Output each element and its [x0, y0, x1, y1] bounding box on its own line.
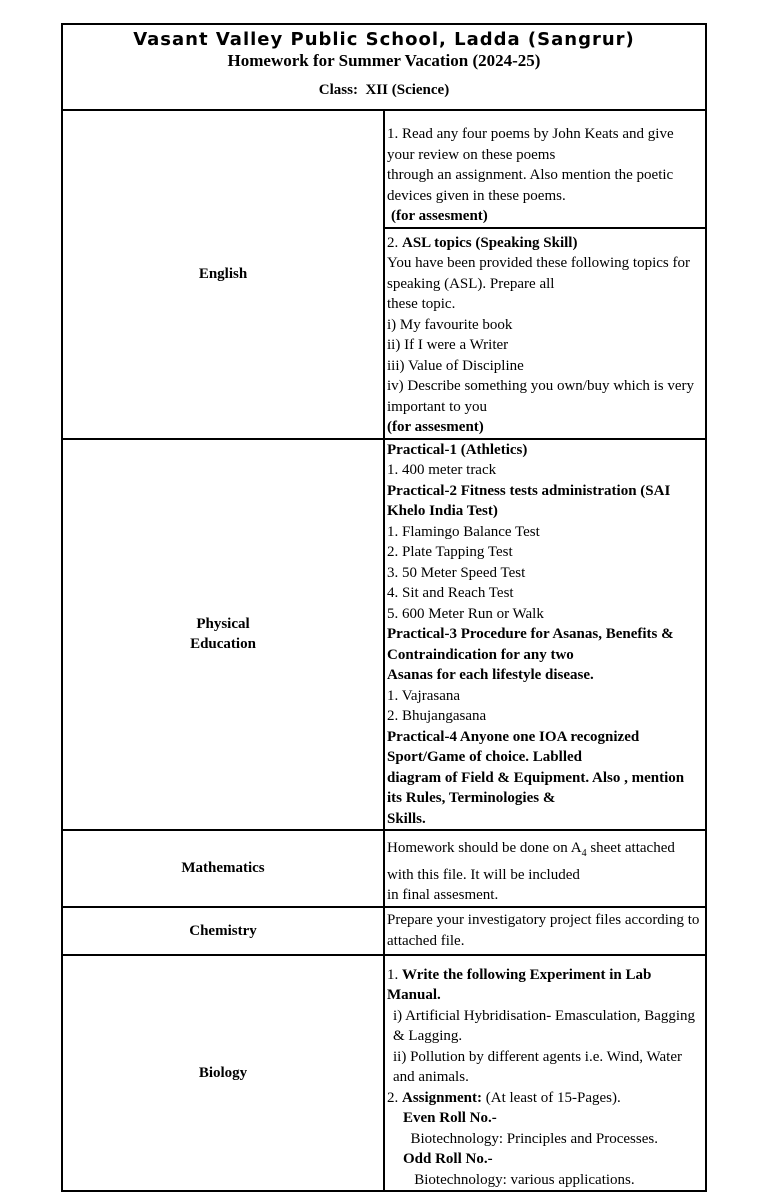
- class-label: Class:: [318, 82, 358, 98]
- english-task1-line2: through an assignment. Also mention the poetic devices given in these poems.: [387, 167, 674, 204]
- english-task-2: [384, 228, 706, 439]
- homework-sheet: [61, 23, 707, 1192]
- sheet-header: [62, 24, 706, 110]
- biology-line4: [387, 1088, 701, 1109]
- mathematics-line2: in final assesment.: [387, 887, 499, 903]
- pe-practical3-title1: Practical-3 Procedure for Asanas, Benefits & Contraindication for any two: [387, 626, 674, 663]
- mathematics-text-sub: 4: [581, 848, 587, 859]
- biology-line4-num: 2.: [387, 1089, 402, 1106]
- english-task2-heading: [387, 229, 701, 254]
- list-item: 5. 600 Meter Run or Walk: [387, 605, 544, 622]
- biology-line4-rest: (At least of 15-Pages).: [482, 1089, 621, 1106]
- pe-practical4-line2: diagram of Field & Equipment. Also , mention its Rules, Terminologies &: [387, 769, 685, 806]
- english-task2-num: 2.: [387, 234, 399, 251]
- pe-practical4-line3: Skills.: [387, 810, 426, 827]
- subject-english: English: [62, 110, 384, 439]
- subject-chemistry: Chemistry: [62, 907, 384, 955]
- biology-odd-roll: [387, 1149, 701, 1190]
- list-item: i) Artificial Hybridisation- Emasculation, Bagging & Lagging.: [393, 1007, 696, 1044]
- english-task1-line1: 1. Read any four poems by John Keats and give your review on these poems: [387, 126, 674, 163]
- subject-physical-education: [62, 439, 384, 831]
- list-item: i) My favourite book: [387, 316, 513, 333]
- list-item: 4. Sit and Reach Test: [387, 585, 514, 601]
- odd-roll-text: Biotechnology: various applications.: [403, 1171, 635, 1188]
- mathematics-text-pre: Homework should be done on A: [387, 840, 582, 856]
- subject-biology: Biology: [62, 955, 384, 1192]
- homework-title: Homework for Summer Vacation (2024-25): [227, 51, 541, 70]
- mathematics-line1: [387, 831, 701, 885]
- chemistry-task: Prepare your investigatory project files according to attached file.: [384, 907, 706, 955]
- english-task2-desc1: You have been provided these following topics for speaking (ASL). Prepare all: [387, 255, 691, 292]
- list-item: 2. Bhujangasana: [387, 708, 487, 724]
- class-line: [63, 80, 705, 100]
- english-task1-note: (for assesment): [391, 208, 488, 224]
- biology-line1-title: Write the following Experiment in Lab Manual.: [387, 966, 652, 1003]
- list-item: 1. Flamingo Balance Test: [387, 523, 540, 540]
- biology-line1: [387, 956, 701, 1006]
- pe-tasks: [384, 439, 706, 831]
- subject-mathematics: Mathematics: [62, 830, 384, 907]
- list-item: ii) If I were a Writer: [387, 337, 509, 353]
- pe-practical2-title: Practical-2 Fitness tests administration (SAI Khelo India Test): [387, 482, 671, 519]
- biology-line4-title: Assignment:: [402, 1089, 483, 1106]
- school-name: Vasant Valley Public School, Ladda (Sangrur): [133, 29, 635, 50]
- mathematics-text-post: sheet attached with this file. It will be included: [387, 840, 675, 883]
- english-task2-note: (for assesment): [387, 419, 484, 435]
- list-item: iii) Value of Discipline: [387, 357, 524, 374]
- even-roll-label: Even Roll No.-: [403, 1110, 497, 1126]
- pe-subject-line1: Physical: [196, 616, 250, 633]
- even-roll-text: Biotechnology: Principles and Processes.: [403, 1130, 658, 1147]
- english-task2-desc2: these topic.: [387, 296, 456, 312]
- english-task2-title: ASL topics (Speaking Skill): [402, 234, 578, 251]
- pe-practical1-title: Practical-1 (Athletics): [387, 441, 528, 458]
- list-item: iv) Describe something you own/buy which is very important to you: [387, 378, 695, 415]
- odd-roll-label: Odd Roll No.-: [403, 1151, 493, 1167]
- pe-subject-line2: Education: [190, 636, 256, 653]
- pe-practical4-line1: Practical-4 Anyone one IOA recognized Sport/Game of choice. Lablled: [387, 728, 640, 765]
- biology-line1-num: 1.: [387, 966, 402, 983]
- biology-task: [384, 955, 706, 1192]
- homework-table: [61, 23, 707, 1192]
- list-item: 1. Vajrasana: [387, 687, 461, 704]
- biology-even-roll: [387, 1108, 701, 1149]
- pe-practical3-title2: Asanas for each lifestyle disease.: [387, 667, 594, 683]
- list-item: 3. 50 Meter Speed Test: [387, 564, 526, 581]
- list-item: ii) Pollution by different agents i.e. Wind, Water and animals.: [393, 1048, 682, 1085]
- class-value: XII (Science): [365, 82, 450, 98]
- list-item: 2. Plate Tapping Test: [387, 544, 513, 560]
- mathematics-task: [384, 830, 706, 907]
- english-task-1: [384, 110, 706, 228]
- list-item: 1. 400 meter track: [387, 462, 497, 478]
